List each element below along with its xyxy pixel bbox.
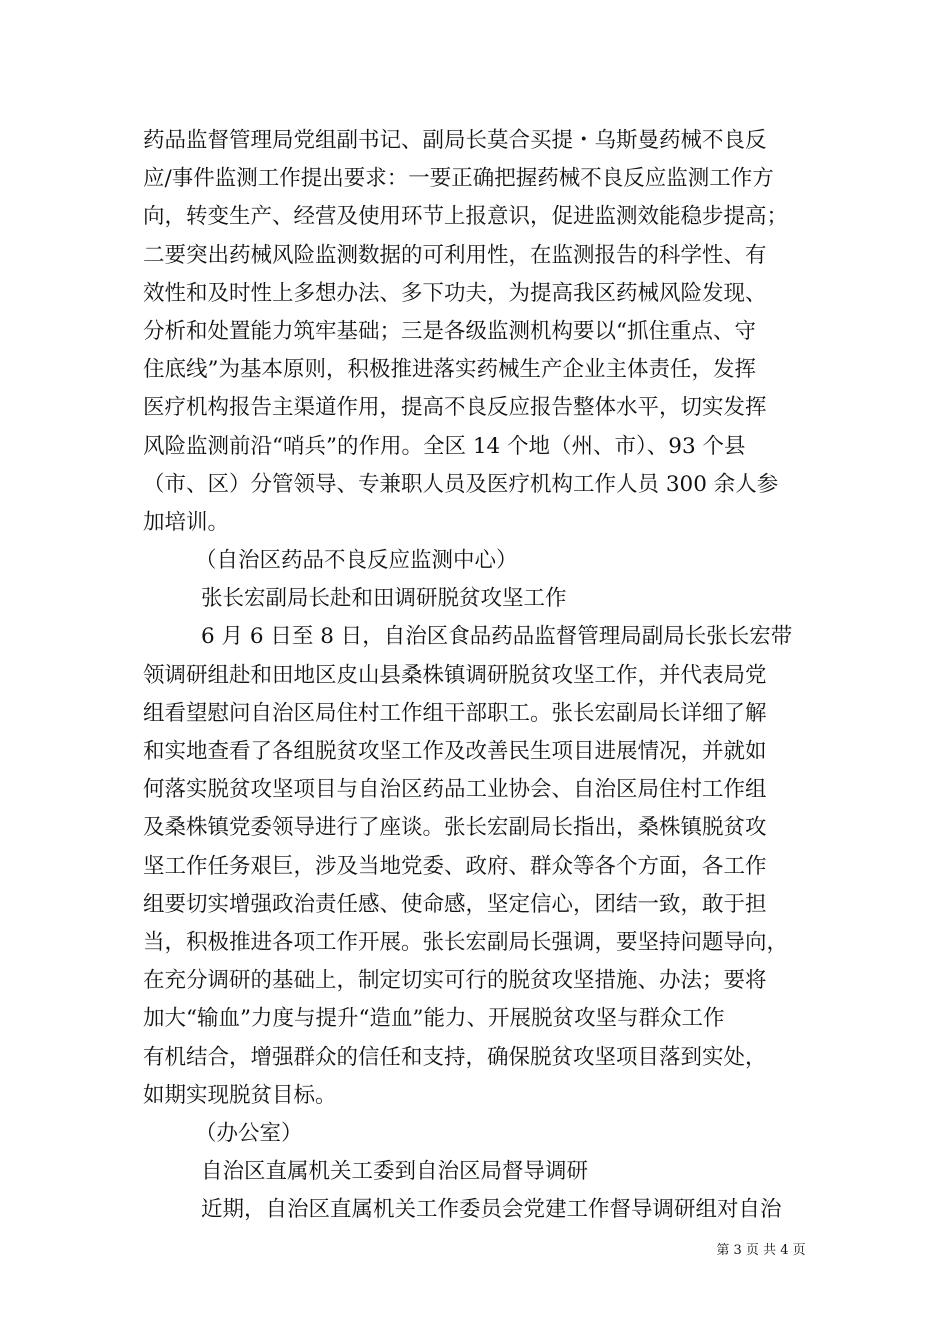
article-title: 自治区直属机关工委到自治区局督导调研 <box>201 1159 589 1185</box>
body-line: 和实地查看了各组脱贫攻坚工作及改善民生项目进展情况，并就如 <box>143 739 767 764</box>
body-line: 效性和及时性上多想办法、多下功夫，为提高我区药械风险发现、 <box>143 280 767 306</box>
page-footer <box>0 1242 950 1260</box>
body-line: 加培训。 <box>143 509 230 535</box>
body-line: 及桑株镇党委领导进行了座谈。张长宏副局长指出，桑株镇脱贫攻 <box>143 815 767 841</box>
body-line: 应/事件监测工作提出要求：一要正确把握药械不良反应监测工作方 <box>143 166 774 192</box>
article-title: 张长宏副局长赴和田调研脱贫攻坚工作 <box>201 586 567 612</box>
body-line: 药品监督管理局党组副书记、副局长莫合买提・乌斯曼药械不良反 <box>143 128 767 153</box>
source-attribution: （自治区药品不良反应监测中心） <box>195 548 518 574</box>
body-line: 风险监测前沿“哨兵”的作用。全区 14 个地（州、市）、93 个县 <box>143 433 746 459</box>
body-line: 领调研组赴和田地区皮山县桑株镇调研脱贫攻坚工作，并代表局党 <box>143 662 767 688</box>
paragraph-first-line: 6 月 6 日至 8 日，自治区食品药品监督管理局副局长张长宏带 <box>201 624 793 650</box>
body-line: 在充分调研的基础上，制定切实可行的脱贫攻坚措施、办法；要将 <box>143 968 767 994</box>
paragraph-first-line: 近期，自治区直属机关工作委员会党建工作督导调研组对自治 <box>201 1197 782 1223</box>
body-line: 二要突出药械风险监测数据的可利用性，在监测报告的科学性、有 <box>143 242 767 268</box>
body-line: 当，积极推进各项工作开展。张长宏副局长强调，要坚持问题导向， <box>143 929 789 955</box>
document-body <box>143 122 815 1229</box>
body-line: 有机结合，增强群众的信任和支持，确保脱贫攻坚项目落到实处， <box>143 1044 767 1070</box>
body-line: 分析和处置能力筑牢基础；三是各级监测机构要以“抓住重点、守 <box>143 318 756 344</box>
body-line: （市、区）分管领导、专兼职人员及医疗机构工作人员 300 余人参 <box>143 471 779 497</box>
body-line: 坚工作任务艰巨，涉及当地党委、政府、群众等各个方面，各工作 <box>143 853 767 879</box>
body-line: 加大“输血”力度与提升“造血”能力、开展脱贫攻坚与群众工作 <box>143 1006 725 1032</box>
body-line: 组看望慰问自治区局住村工作组干部职工。张长宏副局长详细了解 <box>143 700 767 726</box>
body-line: 何落实脱贫攻坚项目与自治区药品工业协会、自治区局住村工作组 <box>143 777 767 803</box>
body-line: 向，转变生产、经营及使用环节上报意识，促进监测效能稳步提高； <box>143 204 789 230</box>
body-line: 组要切实增强政治责任感、使命感，坚定信心，团结一致，敢于担 <box>143 891 767 917</box>
body-line: 住底线”为基本原则，积极推进落实药械生产企业主体责任，发挥 <box>143 357 756 383</box>
page-number: 第 3 页 共 4 页 <box>716 1243 806 1258</box>
body-line: 医疗机构报告主渠道作用，提高不良反应报告整体水平，切实发挥 <box>143 395 767 421</box>
source-attribution: （办公室） <box>195 1120 303 1146</box>
body-line: 如期实现脱贫目标。 <box>143 1082 337 1108</box>
